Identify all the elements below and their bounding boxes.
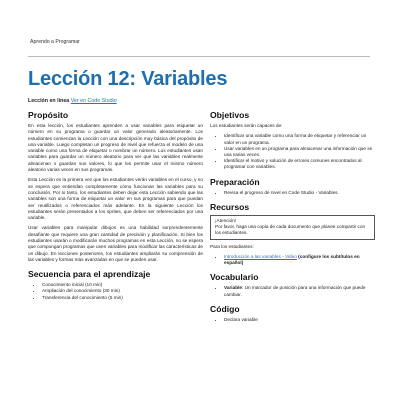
objetivos-intro: Los estudiantes serán capaces de: (210, 123, 283, 128)
header-label: Aprendo a Programar (30, 39, 80, 45)
proposito-heading: Propósito (28, 110, 69, 120)
codigo-list (210, 317, 375, 323)
right-column (210, 110, 375, 325)
list-item: • Transferencia del conocimiento (5 min) (42, 295, 203, 301)
list-item: • Conocimiento inicial (10 min) (42, 282, 203, 288)
vocab-definition: : Un marcador de posición para una información que puede cambiar. (224, 285, 366, 297)
objetivos-list (210, 133, 375, 170)
codigo-heading: Código (210, 303, 240, 314)
preparacion-list (210, 190, 375, 196)
recursos-for-students: Para los estudiantes: (210, 243, 254, 249)
proposito-paragraph-1: En esta lección, los estudiantes aprenden a usar variables para etiquetar un número en su programa o guardar un valor generado aleatoriamente. Los estudiantes comienzan la Lección con una descripción muy básica del propósito de una variable. Luego completan un progreso de nivel que refuerza el modelo de una variable como una forma de etiquetar o nombrar un número. Los estudiantes usan variables para guardar un número aleatorio para ver que las variables realmente almacenan o guardan sus valores, lo que les permite usar el mismo número aleatorio varias veces en sus programas. (28, 123, 203, 173)
list-item: • Identificar una variable como una forma de etiquetar y referenciar un valor en un programa. (224, 133, 375, 145)
subtitles-note: (configure los subtítulos en español) (224, 253, 360, 266)
list-item: • Revisa el progreso de nivel en Code Studio - Variables. (224, 190, 375, 196)
list-item (224, 285, 375, 297)
list-item: • Ampliación del conocimiento (30 min) (42, 288, 203, 294)
code-studio-link[interactable]: Ver en Code Studio (70, 98, 117, 104)
proposito-paragraph-2: Esta Lección es la primera vez que los estudiantes verán variables en el curso, y no se espera que entiendan completamente cómo funcionan las variables para su conclusión. Por lo tanto, los estudiantes deben dejar esta Lección sabiendo que las variables son una forma de etiquetar un valor en sus programas para que puedan ser reutilizados o referenciados más adelante. En la siguiente Lección los estudiantes serán presentados a los sprites, que deben ser referenciados por una variable. (28, 177, 203, 221)
secuencia-list (28, 282, 203, 301)
list-item: • Identificar el motivo y solución de errores comunes encontrados al programar con variables. (224, 158, 375, 170)
vocabulario-list (210, 285, 375, 297)
video-link[interactable]: Introducción a las variables - Video (224, 253, 297, 259)
list-item: • Usar variables en un programa para almacenar una información que se usa varias veces. (224, 146, 375, 158)
objetivos-heading: Objetivos (210, 110, 250, 120)
attention-note (210, 215, 375, 240)
page-title: Lección 12: Variables (28, 68, 228, 90)
vocab-term: Variable (224, 285, 242, 291)
header-divider (28, 56, 370, 57)
list-item (224, 254, 375, 266)
online-lesson-line (28, 98, 117, 104)
left-column (28, 110, 203, 303)
preparacion-heading: Preparación (210, 176, 260, 187)
proposito-paragraph-3: Usar variables para manipular dibujos es una habilidad sorprendentemente desafiante que requiere una gran cantidad de precisión y planificación. Si bien los estudiantes usarán o modificarán muchos programas en esta Lección, no se espera que compongan programas que usen variables para modificar las características de un dibujo. En lecciones posteriores, los estudiantes ampliarán su comprensión de las variables y formas más avanzadas en que se pueden usar. (28, 225, 203, 262)
online-label: Lección en línea (28, 98, 70, 104)
note-text: Por favor, haga una copia de cada documento que planee compartir con los estudiantes. (215, 224, 366, 236)
note-title: ¡Atención! (215, 217, 237, 223)
vocabulario-heading: Vocabulario (210, 272, 259, 283)
recursos-heading: Recursos (210, 201, 250, 212)
secuencia-heading: Secuencia para el aprendizaje (28, 269, 151, 280)
recursos-list (210, 254, 375, 266)
list-item: • Declara variable (224, 317, 375, 323)
